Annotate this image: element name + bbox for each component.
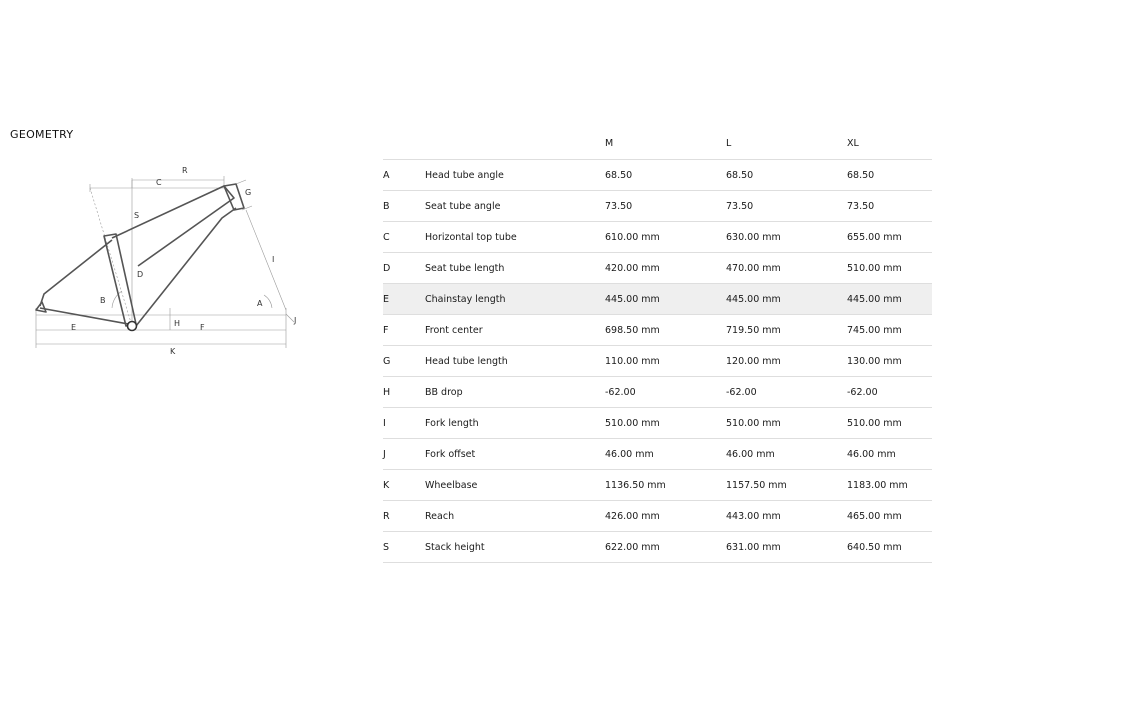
header-name	[425, 128, 605, 160]
label-S: S	[134, 211, 140, 220]
row-value-m: 510.00 mm	[605, 408, 726, 439]
row-code: I	[383, 408, 425, 439]
row-value-m: 46.00 mm	[605, 439, 726, 470]
row-value-l: -62.00	[726, 377, 847, 408]
row-value-m: 1136.50 mm	[605, 470, 726, 501]
label-G: G	[245, 188, 252, 197]
row-code: J	[383, 439, 425, 470]
table-row	[383, 439, 932, 470]
row-name: Reach	[425, 501, 605, 532]
row-value-m: 445.00 mm	[605, 284, 726, 315]
header-size-xl: XL	[847, 128, 932, 160]
row-value-xl: 465.00 mm	[847, 501, 932, 532]
label-H: H	[174, 319, 181, 328]
row-value-xl: 640.50 mm	[847, 532, 932, 563]
row-value-l: 630.00 mm	[726, 222, 847, 253]
row-name: BB drop	[425, 377, 605, 408]
row-value-l: 631.00 mm	[726, 532, 847, 563]
row-code: S	[383, 532, 425, 563]
label-C: C	[156, 178, 162, 187]
label-J: J	[294, 316, 297, 325]
row-value-xl: -62.00	[847, 377, 932, 408]
row-code: E	[383, 284, 425, 315]
table-row-highlighted[interactable]	[383, 284, 932, 315]
row-value-l: 445.00 mm	[726, 284, 847, 315]
row-value-m: 68.50	[605, 160, 726, 191]
row-value-l: 1157.50 mm	[726, 470, 847, 501]
row-value-m: 698.50 mm	[605, 315, 726, 346]
row-name: Seat tube length	[425, 253, 605, 284]
row-value-xl: 510.00 mm	[847, 408, 932, 439]
section-title: GEOMETRY	[10, 128, 74, 141]
row-code: K	[383, 470, 425, 501]
row-name: Fork length	[425, 408, 605, 439]
row-name: Wheelbase	[425, 470, 605, 501]
row-value-xl: 1183.00 mm	[847, 470, 932, 501]
row-value-m: 73.50	[605, 191, 726, 222]
header-size-m: M	[605, 128, 726, 160]
table-row	[383, 408, 932, 439]
row-value-xl: 510.00 mm	[847, 253, 932, 284]
row-value-l: 719.50 mm	[726, 315, 847, 346]
label-I: I	[272, 255, 275, 264]
row-name: Chainstay length	[425, 284, 605, 315]
label-B: B	[100, 296, 106, 305]
row-value-xl: 46.00 mm	[847, 439, 932, 470]
row-code: H	[383, 377, 425, 408]
row-code: C	[383, 222, 425, 253]
bottom-bracket-icon	[128, 322, 137, 331]
table-row	[383, 191, 932, 222]
row-name: Stack height	[425, 532, 605, 563]
label-A: A	[257, 299, 263, 308]
table-row	[383, 253, 932, 284]
label-F: F	[200, 323, 205, 332]
row-value-m: -62.00	[605, 377, 726, 408]
table-header-row	[383, 128, 932, 160]
row-code: R	[383, 501, 425, 532]
row-value-xl: 73.50	[847, 191, 932, 222]
table-row	[383, 346, 932, 377]
row-name: Horizontal top tube	[425, 222, 605, 253]
geometry-table	[383, 128, 932, 563]
row-code: G	[383, 346, 425, 377]
label-D: D	[137, 270, 144, 279]
table-row	[383, 222, 932, 253]
row-value-l: 46.00 mm	[726, 439, 847, 470]
row-value-l: 120.00 mm	[726, 346, 847, 377]
table-row	[383, 470, 932, 501]
row-code: B	[383, 191, 425, 222]
header-code	[383, 128, 425, 160]
row-value-l: 443.00 mm	[726, 501, 847, 532]
table-row	[383, 501, 932, 532]
row-code: D	[383, 253, 425, 284]
row-value-xl: 130.00 mm	[847, 346, 932, 377]
row-value-xl: 445.00 mm	[847, 284, 932, 315]
row-code: F	[383, 315, 425, 346]
table-row	[383, 377, 932, 408]
row-value-l: 510.00 mm	[726, 408, 847, 439]
row-value-l: 68.50	[726, 160, 847, 191]
row-value-m: 426.00 mm	[605, 501, 726, 532]
table-row	[383, 160, 932, 191]
table-row	[383, 532, 932, 563]
row-value-m: 420.00 mm	[605, 253, 726, 284]
label-K: K	[170, 347, 176, 356]
row-code: A	[383, 160, 425, 191]
row-value-l: 73.50	[726, 191, 847, 222]
header-size-l: L	[726, 128, 847, 160]
row-value-m: 110.00 mm	[605, 346, 726, 377]
label-E: E	[71, 323, 77, 332]
bike-geometry-diagram	[24, 158, 314, 363]
row-value-m: 610.00 mm	[605, 222, 726, 253]
row-name: Head tube angle	[425, 160, 605, 191]
row-value-xl: 68.50	[847, 160, 932, 191]
row-name: Seat tube angle	[425, 191, 605, 222]
row-value-xl: 745.00 mm	[847, 315, 932, 346]
row-name: Head tube length	[425, 346, 605, 377]
label-R: R	[182, 166, 188, 175]
row-value-m: 622.00 mm	[605, 532, 726, 563]
row-name: Fork offset	[425, 439, 605, 470]
row-name: Front center	[425, 315, 605, 346]
table-row	[383, 315, 932, 346]
row-value-xl: 655.00 mm	[847, 222, 932, 253]
row-value-l: 470.00 mm	[726, 253, 847, 284]
